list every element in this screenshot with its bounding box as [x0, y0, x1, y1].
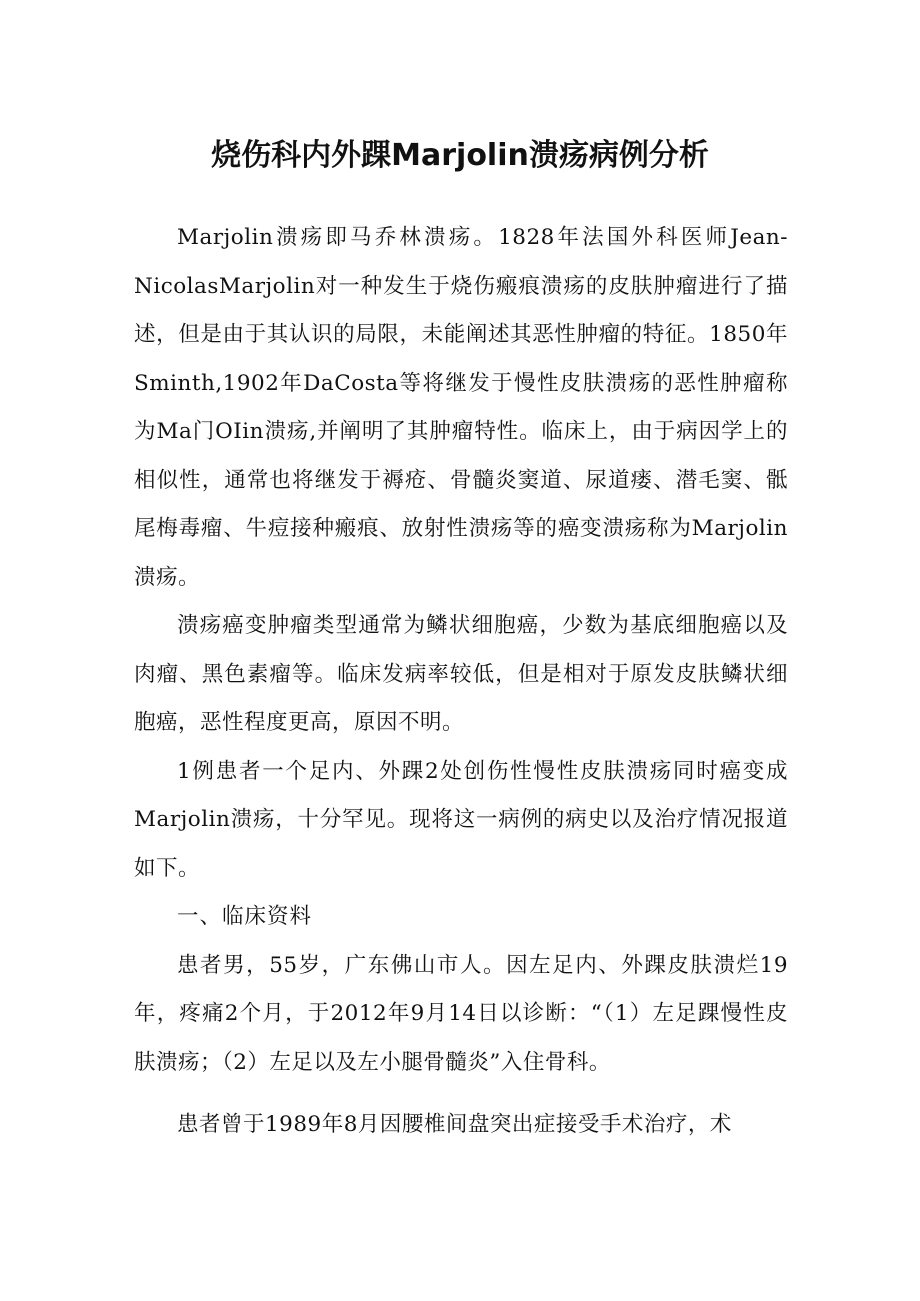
paragraph-history: 患者曾于1989年8月因腰椎间盘突出症接受手术治疗，术 — [177, 1112, 732, 1137]
paragraph-gap — [134, 1087, 788, 1101]
section-heading-clinical-data: 一、临床资料 — [177, 904, 313, 929]
document-title: 烧伤科内外踝Marjolin溃疡病例分析 — [211, 138, 709, 173]
document-body — [134, 214, 788, 1150]
paragraph-patient-info: 患者男，55岁，广东佛山市人。因左足内、外踝皮肤溃烂19年，疼痛2个月，于2012年9月14日以诊断：“（1）左足踝慢性皮肤溃疡；（2）左足以及左小腿骨髓炎”入住骨科。 — [134, 952, 788, 1075]
paragraph-tumor-types: 溃疡癌变肿瘤类型通常为鳞状细胞癌，少数为基底细胞癌以及肉瘤、黑色素瘤等。临床发病率较低，但是相对于原发皮肤鳞状细胞癌，恶性程度更高，原因不明。 — [134, 613, 788, 735]
paragraph-case-summary: 1例患者一个足内、外踝2处创伤性慢性皮肤溃疡同时癌变成Marjolin溃疡，十分罕见。现将这一病例的病史以及治疗情况报道如下。 — [134, 758, 788, 881]
paragraph-intro: Marjolin溃疡即马乔林溃疡。1828年法国外科医师Jean-NicolasMarjolin对一种发生于烧伤瘢痕溃疡的皮肤肿瘤进行了描述，但是由于其认识的局限，未能阐述其恶性肿瘤的特征。1850年Sminth,1902年DaCosta等将继发于慢性皮肤溃疡的恶性肿瘤称为Ma门OIin溃疡,并阐明了其肿瘤特性。临床上，由于病因学上的相似性，通常也将继发于褥疮、骨髓炎窦道、尿道瘘、潜毛窦、骶尾梅毒瘤、牛痘接种瘢痕、放射性溃疡等的癌变溃疡称为Marjolin溃疡。 — [134, 225, 788, 590]
